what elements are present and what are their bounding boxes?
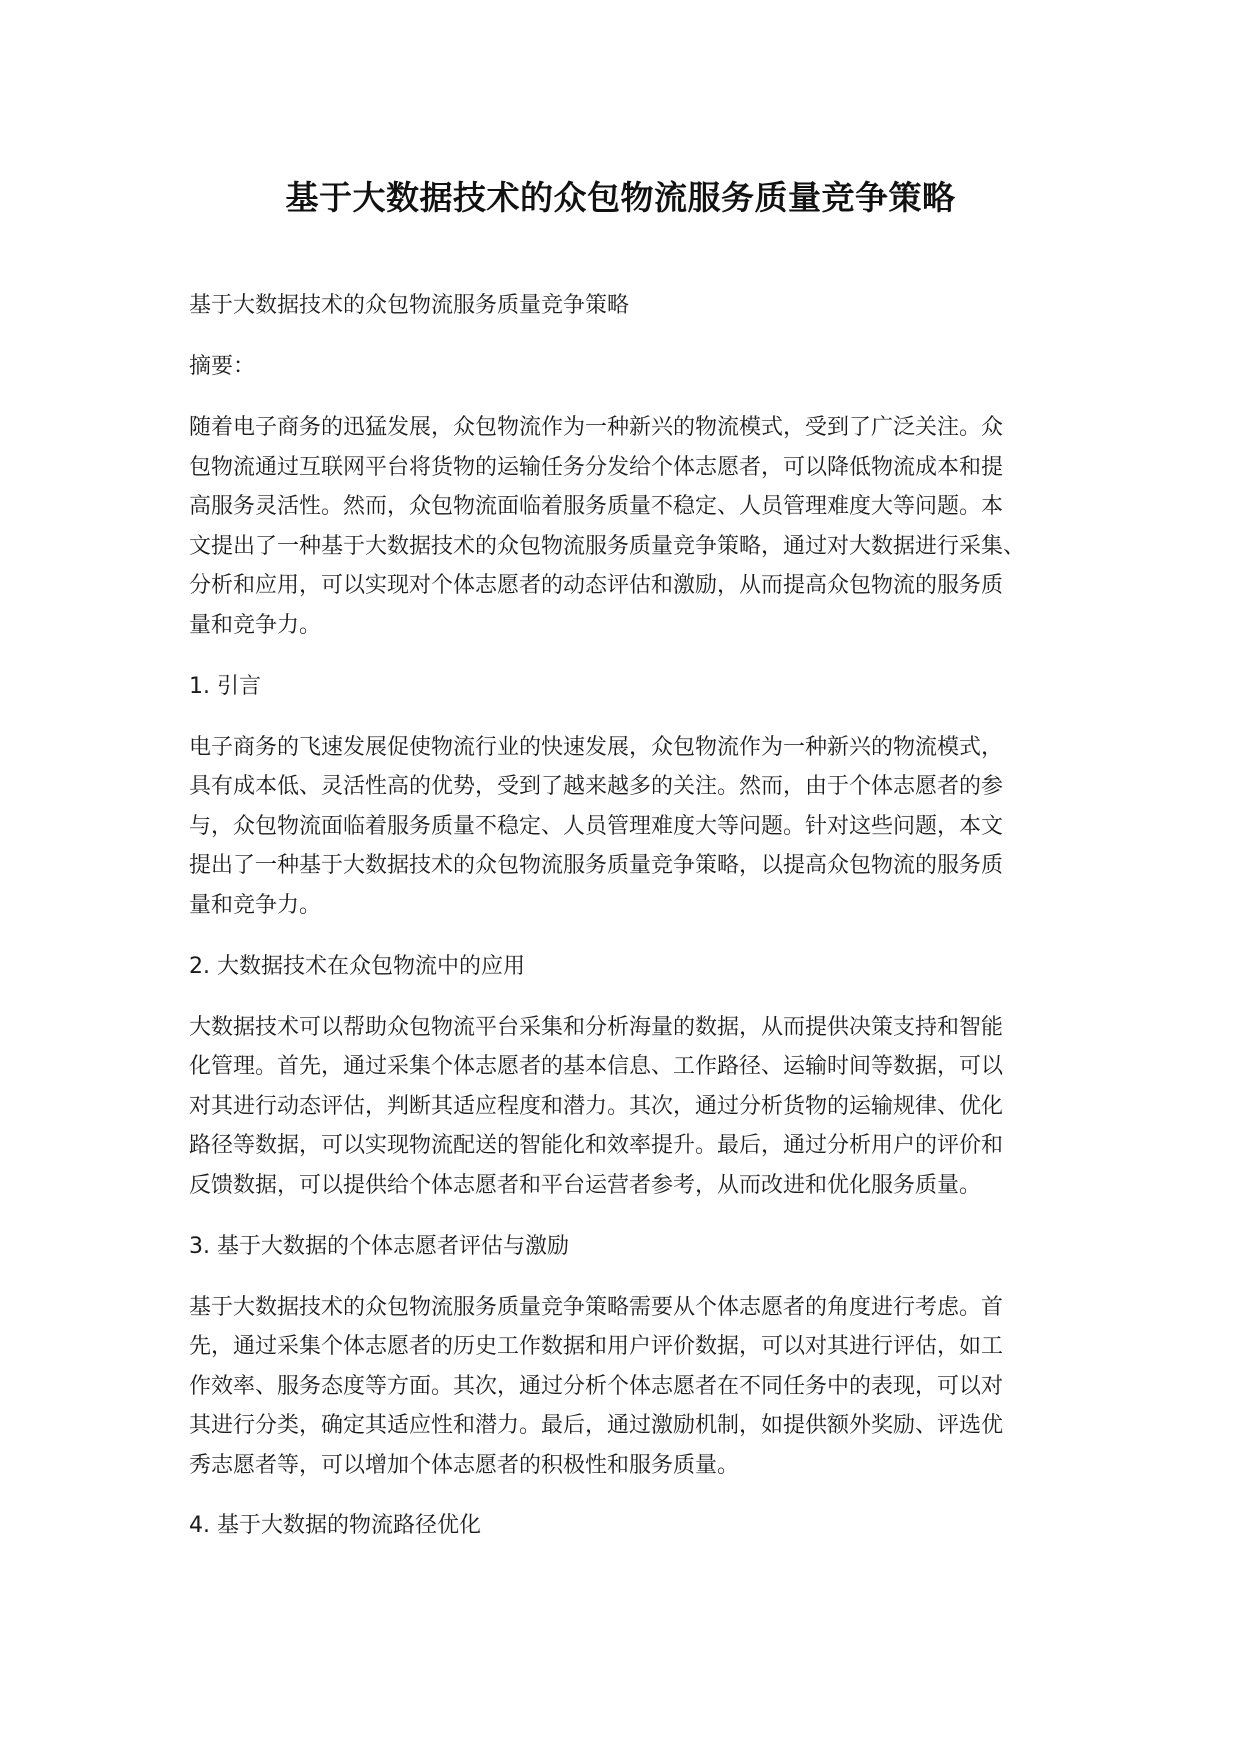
paragraph-line: 先，通过采集个体志愿者的历史工作数据和用户评价数据，可以对其进行评估，如工	[189, 1334, 1004, 1360]
section-paragraph-volunteer-evaluation	[189, 1288, 1079, 1486]
section-heading-volunteer-evaluation: 3. 基于大数据的个体志愿者评估与激励	[189, 1233, 569, 1259]
paragraph-line: 其进行分类，确定其适应性和潜力。最后，通过激励机制，如提供额外奖励、评选优	[189, 1413, 1004, 1439]
paragraph-line: 反馈数据，可以提供给个体志愿者和平台运营者参考，从而改进和优化服务质量。	[189, 1172, 982, 1198]
paragraph-line: 化管理。首先，通过采集个体志愿者的基本信息、工作路径、运输时间等数据，可以	[189, 1054, 1004, 1080]
paragraph-line: 与，众包物流面临着服务质量不稳定、人员管理难度大等问题。针对这些问题，本文	[189, 813, 1004, 839]
abstract-line: 分析和应用，可以实现对个体志愿者的动态评估和激励，从而提高众包物流的服务质	[189, 573, 1004, 599]
abstract-line: 文提出了一种基于大数据技术的众包物流服务质量竞争策略，通过对大数据进行采集、	[189, 533, 1026, 559]
paragraph-line: 秀志愿者等，可以增加个体志愿者的积极性和服务质量。	[189, 1452, 740, 1478]
section-paragraph-big-data-application	[189, 1008, 1079, 1206]
abstract-line: 随着电子商务的迅猛发展，众包物流作为一种新兴的物流模式，受到了广泛关注。众	[189, 415, 1004, 440]
paragraph-line: 大数据技术可以帮助众包物流平台采集和分析海量的数据，从而提供决策支持和智能	[189, 1014, 1004, 1040]
section-heading-big-data-application: 2. 大数据技术在众包物流中的应用	[189, 953, 525, 979]
abstract-line: 量和竞争力。	[189, 612, 322, 638]
abstract-label: 摘要：	[189, 354, 256, 379]
document-subtitle: 基于大数据技术的众包物流服务质量竞争策略	[189, 293, 630, 318]
abstract-line: 高服务灵活性。然而，众包物流面临着服务质量不稳定、人员管理难度大等问题。本	[189, 494, 1004, 520]
paragraph-line: 作效率、服务态度等方面。其次，通过分析个体志愿者在不同任务中的表现，可以对	[189, 1373, 1004, 1399]
paragraph-line: 提出了一种基于大数据技术的众包物流服务质量竞争策略，以提高众包物流的服务质	[189, 853, 1004, 879]
section-heading-route-optimization: 4. 基于大数据的物流路径优化	[189, 1513, 481, 1539]
paragraph-line: 具有成本低、灵活性高的优势，受到了越来越多的关注。然而，由于个体志愿者的参	[189, 774, 1004, 800]
section-paragraph-introduction	[189, 728, 1079, 926]
paragraph-line: 基于大数据技术的众包物流服务质量竞争策略需要从个体志愿者的角度进行考虑。首	[189, 1294, 1004, 1320]
paragraph-line: 对其进行动态评估，判断其适应程度和潜力。其次，通过分析货物的运输规律、优化	[189, 1093, 1004, 1119]
abstract-paragraph	[189, 408, 1079, 646]
document-body	[189, 286, 1079, 1567]
document-title: 基于大数据技术的众包物流服务质量竞争策略	[285, 178, 956, 217]
section-heading-introduction: 1. 引言	[189, 673, 261, 699]
paragraph-line: 路径等数据，可以实现物流配送的智能化和效率提升。最后，通过分析用户的评价和	[189, 1133, 1004, 1159]
paragraph-line: 量和竞争力。	[189, 892, 322, 918]
abstract-line: 包物流通过互联网平台将货物的运输任务分发给个体志愿者，可以降低物流成本和提	[189, 454, 1004, 480]
paragraph-line: 电子商务的飞速发展促使物流行业的快速发展，众包物流作为一种新兴的物流模式，	[189, 734, 1004, 760]
